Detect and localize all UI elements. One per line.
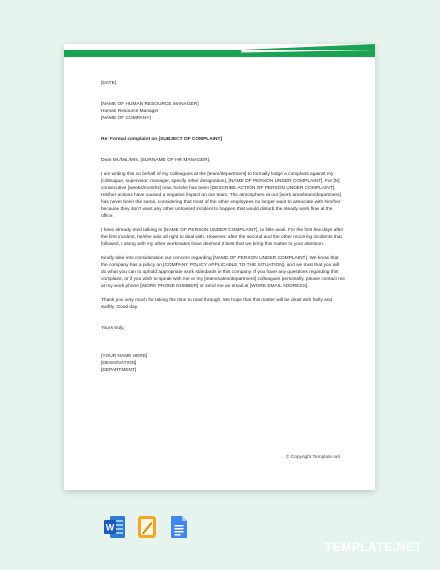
google-docs-icon[interactable]: [170, 515, 188, 544]
letter-paragraph-1: I am writing this on behalf of my colleagues at the [team/department] to formally lodge a complaint against my [colleague, supervisor, manager, specify other designation], [NAME OF PERSON UNDER COMPLAINT]. For [N] consecutive [weeks/months] now, he/she has been [DESCRIBE ACTION OF PERSON UNDER COMPLAINT]. His/her actions have caused a negative impact on our team. The atmosphere at our [work area/team/department] has never been the same, considering that most of the other employees no longer want to associate with him/her because they don't want any other untoward incident to happen that would disturb the steady work flow at the office.: [101, 172, 341, 219]
letter-date: [DATE]: [101, 81, 117, 86]
letter-paragraph-4: Thank you very much for taking the time to read through. We hope that this matter will be dealt with fairly and swiftly. Good day.: [101, 298, 333, 310]
signature-name: [YOUR NAME HERE]: [101, 354, 148, 359]
letter-subject: Re: Formal complaint on [SUBJECT OF COMPLAINT]: [101, 137, 222, 142]
signature-designation: [DESIGNATION]: [101, 361, 137, 366]
recipient-title: Human Resource Manager: [101, 109, 159, 114]
word-icon[interactable]: [104, 515, 126, 544]
header-accent-top: [229, 44, 375, 50]
letter-salutation: Dear Mr./Ms./Mrs. [SURNAME OF HR MANAGER],: [101, 158, 211, 163]
recipient-company: [NAME OF COMPANY]: [101, 116, 151, 121]
watermark-logo: TEMPLATE.NET: [324, 540, 422, 554]
recipient-name: [NAME OF HUMAN RESOURCE MANAGER]: [101, 102, 199, 107]
signature-department: [DEPARTMENT]: [101, 368, 137, 373]
copyright-text: © Copyright Template.net: [285, 455, 340, 460]
document-page: [64, 44, 375, 490]
letter-paragraph-2: I have already tried talking to [NAME OF PERSON UNDER COMPLAINT], to little avail. For the first few days after the first incident, he/she was all right to deal with. However, after the second and the other recurring incidents that followed, I along with my other workmates have deemed it best that we bring this matter to your attention.: [101, 228, 344, 247]
pages-icon[interactable]: [137, 515, 157, 544]
letter-closing: Yours truly,: [101, 326, 125, 331]
letter-paragraph-3: Kindly take into consideration our concern regarding [NAME OF PERSON UNDER COMPLAINT]. We know that the company has a policy on [COMPANY POLICY APPLICABLE TO THE SITUATION], and we trust that you will do what you can to uphold appropriate work standards in this company. If you have any questions regarding this complaint, or if you wish to speak with me or my [teammates/department] colleagues personally, please contact me at my work phone [WORK PHONE NUMBER] or send me an email at [WORK EMAIL ADDRESS].: [101, 256, 345, 289]
svg-text:W: W: [105, 522, 115, 533]
header-accent-bar: [64, 50, 375, 57]
letter-body: [101, 80, 345, 374]
